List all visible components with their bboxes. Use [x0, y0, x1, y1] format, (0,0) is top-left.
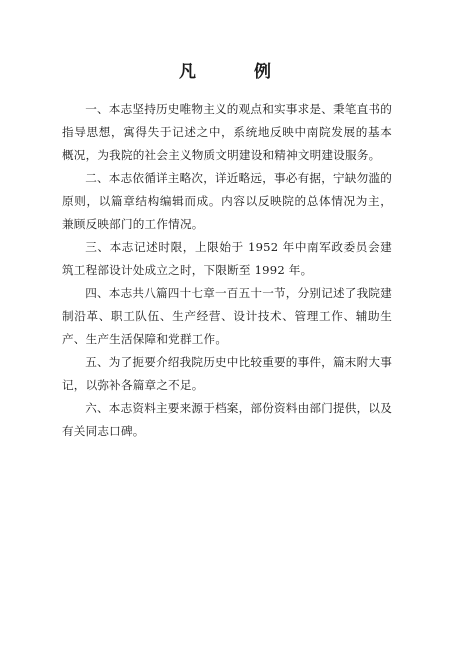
convention-item-5: 五、为了扼要介绍我院历史中比较重要的事件，篇末附大事记，以弥补各篇章之不足。 [62, 355, 392, 392]
convention-item-4: 四、本志共八篇四十七章一百五十一节，分别记述了我院建制沿革、职工队伍、生产经营、设计技术、管理工作、辅助生产、生产生活保障和党群工作。 [62, 286, 392, 346]
convention-item-6: 六、本志资料主要来源于档案，部份资料由部门提供，以及有关同志口碑。 [62, 401, 392, 438]
convention-item-1: 一、本志坚持历史唯物主义的观点和实事求是、秉笔直书的指导思想，寓得失于记述之中，系统地反映中南院发展的基本概况，为我院的社会主义物质文明建设和精神文明建设服务。 [62, 102, 392, 162]
convention-list [62, 98, 392, 443]
convention-item-3: 三、本志记述时限，上限始于 1952 年中南军政委员会建筑工程部设计处成立之时，下限断至 1992 年。 [62, 240, 392, 277]
page-title: 凡 例 [179, 62, 297, 82]
convention-item-2: 二、本志依循详主略次，详近略远，事必有据，宁缺勿滥的原则，以篇章结构编辑而成。内容以反映院的总体情况为主，兼顾反映部门的工作情况。 [62, 171, 392, 231]
